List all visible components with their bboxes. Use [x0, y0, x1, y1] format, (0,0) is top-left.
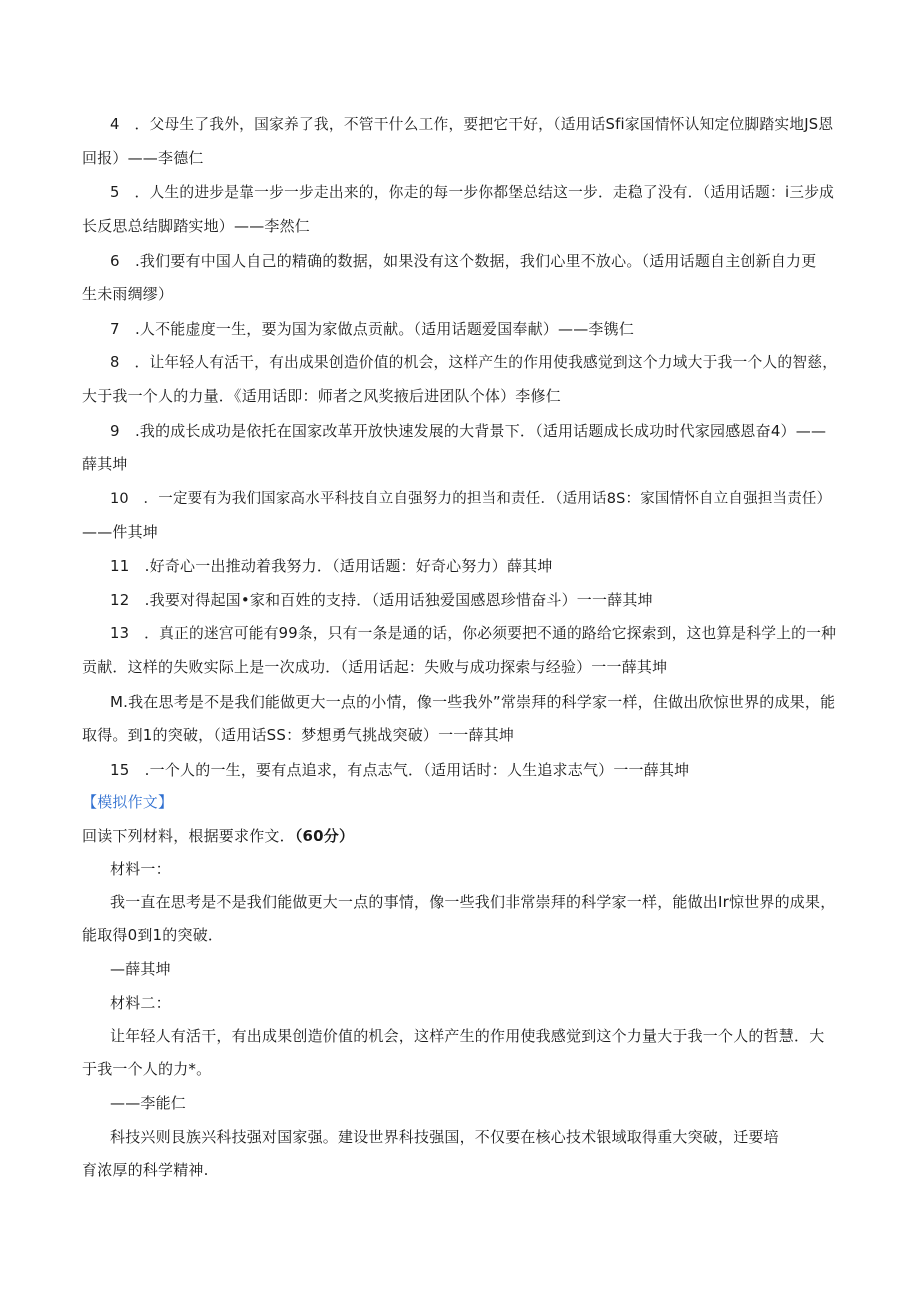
- quote-5-line-1: 5 ．人生的进步是靠一步一步走出来的，你走的每一步你都堡总结这一步．走稳了没有．（适用话题：i三步成: [110, 184, 835, 201]
- material-2-line-1: 让年轻人有活干，有出成果创造价值的机会，这样产生的作用使我感觉到这个力量大于我一个人的哲慧．大: [110, 1027, 825, 1045]
- material-3-line-2: 育浓厚的科学精神.: [82, 1161, 209, 1179]
- quote-8-line-2: 大于我一个人的力量．《适用话即：师者之风奖掖后进团队个体）李修仁: [82, 387, 561, 405]
- material-2-line-2: 于我一个人的力*。: [82, 1060, 212, 1078]
- quote-15-line-1: 15 .一个人的一生，要有点追求，有点志气．（适用话时：人生追求志气）一一薛其坤: [110, 761, 690, 779]
- quote-5-line-2: 长反思总结脚踏实地）——李然仁: [82, 217, 311, 235]
- quote-6-line-1: 6 .我们要有中国人自己的精确的数据，如果没有这个数据，我们心里不放心。（适用话题自主创新自力更: [110, 252, 817, 270]
- quote-4-line-1: 4 ．父母生了我外，国家养了我，不管干什么工作，要把它干好，（适用话Sfi家国情怀认知定位脚踏实地JS恩: [110, 116, 834, 133]
- material-2-author: ——李能仁: [110, 1094, 187, 1112]
- material-3-line-1: 科技兴则艮族兴科技强对国家强。建设世界科技强国，不仅要在核心技术银域取得重大突破，迁要培: [110, 1128, 779, 1146]
- quote-12-line-1: 12 .我要对得起国•家和百姓的支持．（适用话独爱国感恩珍惜奋斗）一一薛其坤: [110, 591, 653, 609]
- material-1-label: 材料一：: [110, 860, 171, 878]
- essay-prompt: [82, 826, 842, 846]
- quote-4-line-2: 回报）——李德仁: [82, 149, 204, 167]
- quote-10-line-1: 10 ．一定要有为我们国家高水平科技自立自强努力的担当和责任．（适用话8S：家国情怀自立自强担当责任）: [110, 491, 832, 507]
- quote-10-line-2: ——件其坤: [82, 523, 159, 541]
- quote-13-line-2: 贡献．这样的失败实际上是一次成功．（适用话起：失败与成功探索与经验）一一薛其坤: [82, 658, 668, 676]
- essay-score: （60分）: [294, 827, 355, 845]
- material-1-line-1: 我一直在思考是不是我们能做更大一点的事情，像一些我们非常崇拜的科学家一样，能做出Ir惊世界的成果，: [110, 893, 836, 911]
- essay-prompt-text: 回读下列材料，根据要求作文．: [82, 827, 295, 845]
- quote-9-line-1: 9 .我的成长成功是依托在国家改革开放快速发展的大背景下．（适用话题成长成功时代家园感恩奋4）——: [110, 422, 827, 440]
- quote-8-line-1: 8 ．让年轻人有活干，有出成果创造价值的机会，这样产生的作用使我感觉到这个力域大于我一个人的智慈，: [110, 354, 838, 371]
- section-heading: 【模拟作文】: [82, 793, 174, 811]
- quote-13-line-1: 13 ．真正的迷宫可能有99条，只有一条是通的话，你必须要把不通的路给它探索到，这也算是科学上的一种: [110, 625, 837, 642]
- quote-9-line-2: 薛其坤: [82, 455, 128, 473]
- quote-14-line-1: M.我在思考是不是我们能做更大一点的小情，像一些我外”常崇拜的科学家一样，住做出欣惊世界的成果，能: [110, 693, 836, 711]
- material-1-line-2: 能取得0到1的突破．: [82, 926, 224, 944]
- quote-7-line-1: 7 .人不能虚度一生，要为国为家做点贡献。（适用话题爱国奉献）——李镌仁: [110, 320, 635, 338]
- quote-14-line-2: 取得。到1的突破，（适用话SS：梦想勇气挑战突破）一一薛其坤: [82, 726, 515, 744]
- material-2-label: 材料二：: [110, 994, 171, 1012]
- material-1-author: —薛其坤: [110, 960, 171, 978]
- quote-11-line-1: 11 .好奇心一出推动着我努力．（适用话题：好奇心努力）薛其坤: [110, 557, 553, 575]
- quote-6-line-2: 生未雨绸缪）: [82, 285, 174, 303]
